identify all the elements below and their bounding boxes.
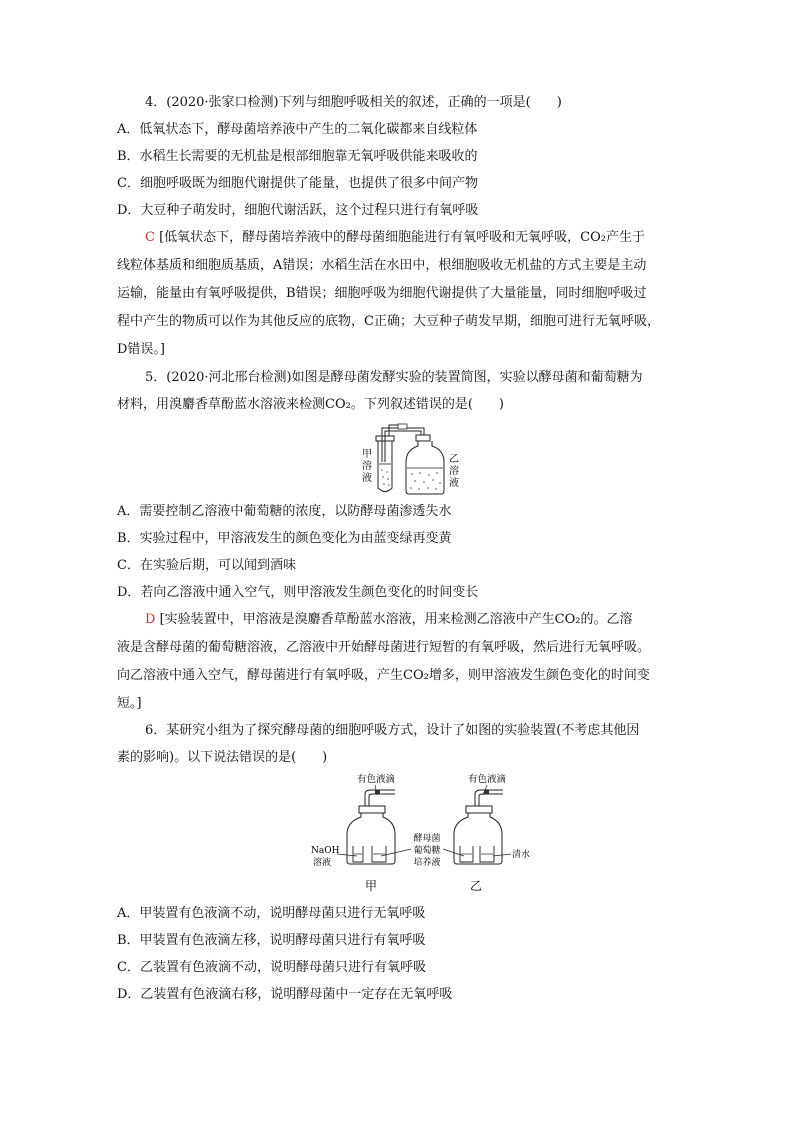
q6-naoh-label-2: 溶液 — [313, 858, 332, 868]
q6-option-c: C．乙装置有色液滴不动，说明酵母菌只进行有氧呼吸 — [117, 960, 426, 975]
q6-option-b: B．甲装置有色液滴左移，说明酵母菌只进行有氧呼吸 — [117, 933, 426, 948]
q5-label-right-3: 液 — [449, 478, 459, 489]
q6-middle-label-2: 葡萄糖 — [413, 846, 441, 856]
q6-caption-left: 甲 — [365, 879, 378, 893]
q6-naoh-label-1: NaOH — [311, 846, 340, 856]
q4-explanation-line-1 — [145, 229, 645, 247]
q5-option-d: D．若向乙溶液中通入空气，则甲溶液发生颜色变化的时间变长 — [117, 585, 479, 600]
q5-explanation-line-3: 向乙溶液中通入空气，酵母菌进行有氧呼吸，产生CO₂增多，则甲溶液发生颜色变化的时间变 — [117, 668, 650, 683]
q6-caption-right: 乙 — [470, 879, 483, 893]
q5-label-right-1: 乙 — [449, 454, 459, 465]
q4-answer-letter: C — [145, 230, 155, 245]
q5-label-left-1: 甲 — [362, 449, 372, 460]
q6-stem-line-2: 素的影响)。以下说法错误的是( ) — [117, 750, 328, 765]
q6-stem-line-1: 6．某研究小组为了探究酵母菌的细胞呼吸方式，设计了如图的实验装置(不考虑其他因 — [145, 723, 640, 738]
q6-middle-label-1: 酵母菌 — [413, 834, 441, 844]
q5-explanation-line-1 — [145, 611, 632, 629]
q4-option-c: C．细胞呼吸既为细胞代谢提供了能量，也提供了很多中间产物 — [117, 176, 478, 191]
q5-explanation-text: [实验装置中，甲溶液是溴麝香草酚蓝水溶液，用来检测乙溶液中产生CO₂的。乙溶 — [159, 612, 633, 627]
q5-option-c: C．在实验后期，可以闻到酒味 — [117, 558, 296, 573]
q4-option-a: A．低氧状态下，酵母菌培养液中产生的二氧化碳都来自线粒体 — [117, 122, 478, 137]
q5-stem-line-2: 材料，用溴麝香草酚蓝水溶液来检测CO₂。下列叙述错误的是( ) — [117, 397, 504, 412]
q4-explanation-line-4: 程中产生的物质可以作为其他反应的底物，C正确；大豆种子萌发早期，细胞可进行无氧呼吸， — [117, 314, 660, 329]
q5-label-left-2: 溶 — [362, 461, 372, 472]
q6-drop-label-right: 有色液滴 — [468, 774, 507, 785]
q5-answer-letter: D — [145, 612, 156, 627]
q6-respiration-apparatus-figure — [305, 770, 535, 898]
q4-stem: 4．(2020·张家口检测)下列与细胞呼吸相关的叙述，正确的一项是( ) — [145, 95, 562, 110]
q4-explanation-line-2: 线粒体基质和细胞质基质，A错误；水稻生活在水田中，根细胞吸收无机盐的方式主要是主动 — [117, 258, 647, 273]
q4-option-d: D．大豆种子萌发时，细胞代谢活跃，这个过程只进行有氧呼吸 — [117, 203, 479, 218]
q5-stem-line-1: 5．(2020·河北邢台检测)如图是酵母菌发酵实验的装置简图，实验以酵母菌和葡萄糖为 — [145, 370, 643, 385]
q6-option-d: D．乙装置有色液滴右移，说明酵母菌中一定存在无氧呼吸 — [117, 987, 453, 1002]
q5-label-right-2: 溶 — [449, 466, 459, 477]
q5-explanation-line-4: 短。] — [117, 696, 142, 711]
q4-option-b: B．水稻生长需要的无机盐是根部细胞靠无氧呼吸供能来吸收的 — [117, 149, 478, 164]
q6-drop-label-left: 有色液滴 — [357, 774, 396, 785]
q6-water-label: 清水 — [512, 850, 531, 860]
q6-option-a: A．甲装置有色液滴不动，说明酵母菌只进行无氧呼吸 — [117, 906, 426, 921]
q4-explanation-line-3: 运输，能量由有氧呼吸提供，B错误；细胞呼吸为细胞代谢提供了大量能量，同时细胞呼吸过 — [117, 286, 647, 301]
q6-middle-label-3: 培养液 — [413, 858, 441, 868]
q5-option-b: B．实验过程中，甲溶液发生的颜色变化为由蓝变绿再变黄 — [117, 531, 452, 546]
q5-label-left-3: 液 — [362, 473, 372, 484]
q4-explanation-line-5: D错误。] — [117, 342, 165, 357]
q4-explanation-text: [低氧状态下，酵母菌培养液中的酵母菌细胞能进行有氧呼吸和无氧呼吸，CO₂产生于 — [159, 230, 645, 245]
q5-explanation-line-2: 液是含酵母菌的葡萄糖溶液，乙溶液中开始酵母菌进行短暂的有氧呼吸，然后进行无氧呼吸。 — [117, 640, 651, 655]
q5-option-a: A．需要控制乙溶液中葡萄糖的浓度，以防酵母菌渗透失水 — [117, 504, 452, 519]
q5-fermentation-apparatus-figure — [340, 422, 470, 498]
